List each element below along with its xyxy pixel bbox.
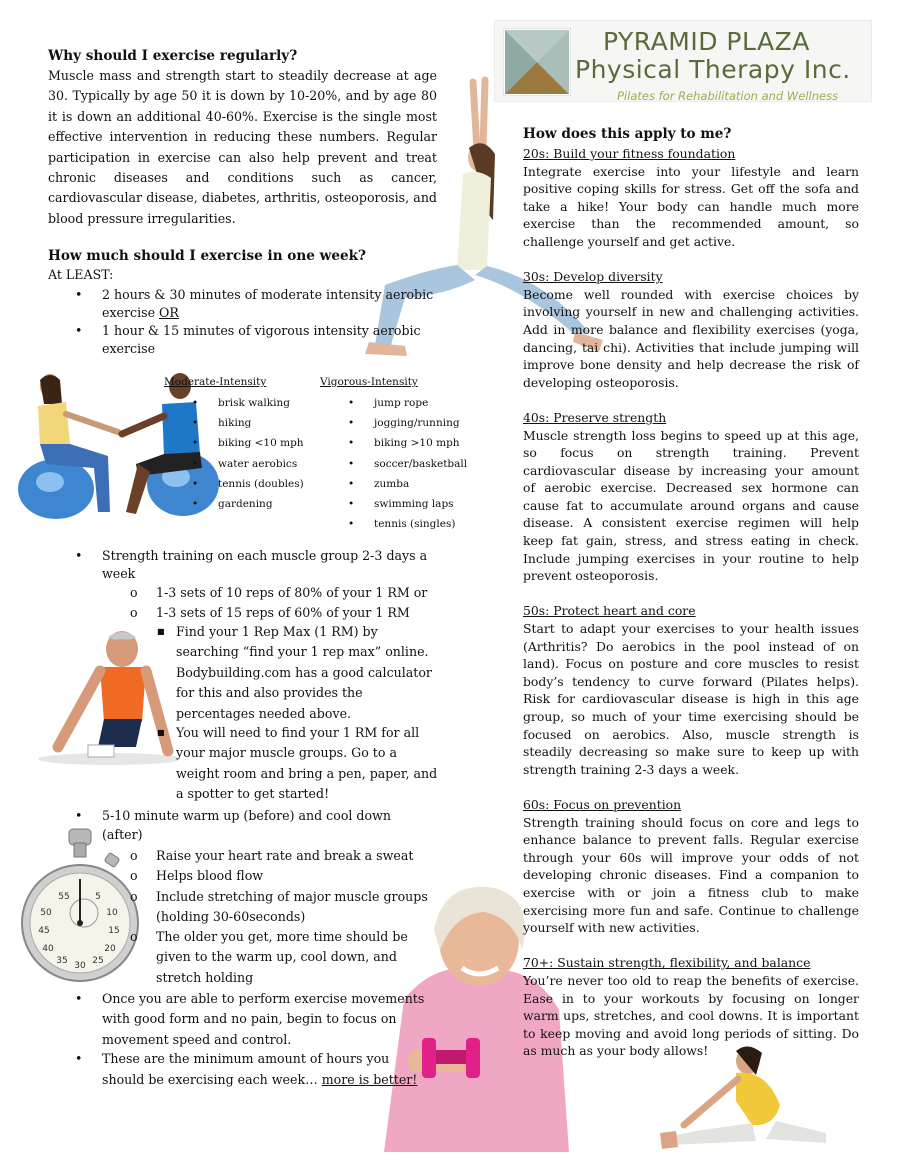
vigorous-header: Vigorous-Intensity bbox=[320, 376, 418, 388]
section-line: so focus on strength training. Prevent bbox=[523, 445, 859, 461]
section-line: Include jumping exercises in your routine to help bbox=[523, 550, 859, 566]
more-is-better: more is better! bbox=[321, 1072, 418, 1087]
warmup-sub-2: Helps blood flow bbox=[156, 868, 264, 883]
bullet-vigorous-l2: exercise bbox=[102, 341, 156, 356]
warmup-sub-3-line: Include stretching of major muscle groups bbox=[156, 889, 428, 904]
or-text: OR bbox=[159, 305, 179, 320]
section-line: prevent osteoporosis. bbox=[523, 568, 659, 584]
circle-bullet: o bbox=[130, 889, 138, 904]
why-line: it is down an additional 40-60%. Exercise is the single most bbox=[48, 108, 437, 124]
section-line: Integrate exercise into your lifestyle and learn bbox=[523, 163, 859, 179]
stopwatch-num-50: 50 bbox=[40, 908, 52, 918]
why-line: blood pressure irregularities. bbox=[48, 210, 236, 226]
section-60s-heading: 60s: Focus on prevention bbox=[523, 796, 682, 812]
circle-bullet: o bbox=[130, 585, 138, 600]
vigorous-item: jogging/running bbox=[374, 417, 460, 430]
warmup-sub-3-line: (holding 30-60seconds) bbox=[156, 909, 306, 925]
section-line: body’s tendency to curve forward (Pilates helps). bbox=[523, 673, 859, 689]
minimum-l2 bbox=[102, 1070, 417, 1090]
section-line: challenge yourself and get active. bbox=[523, 233, 736, 249]
stopwatch-num-55: 55 bbox=[58, 892, 70, 902]
section-line: Strength training should focus on core and legs to bbox=[523, 814, 859, 830]
circle-bullet: o bbox=[130, 605, 138, 620]
form-line: Once you are able to perform exercise movements bbox=[102, 991, 425, 1006]
section-line: exercise with or join a fitness club to make bbox=[523, 884, 859, 900]
rm-line: Find your 1 Rep Max (1 RM) by bbox=[176, 624, 378, 639]
strength-l1: Strength training on each muscle group 2-3 days a bbox=[102, 548, 428, 563]
section-line: cause fat to accumulate around organs and cause bbox=[523, 497, 859, 513]
rm-line: weight room and bring a pen, paper, and bbox=[176, 765, 438, 781]
stopwatch-num-35: 35 bbox=[56, 956, 68, 966]
moderate-item: water aerobics bbox=[218, 457, 298, 470]
stopwatch-num-20: 20 bbox=[104, 944, 116, 954]
vigorous-item: biking >10 mph bbox=[374, 437, 460, 450]
section-line: exercise than the recommended amount, so bbox=[523, 216, 859, 232]
section-line: Become well rounded with exercise choices by bbox=[523, 286, 859, 302]
rm-line: your major muscle groups. Go to a bbox=[176, 745, 397, 761]
rm-line: percentages needed above. bbox=[176, 705, 352, 721]
stopwatch-num-25: 25 bbox=[92, 956, 104, 966]
form-block bbox=[102, 989, 424, 1050]
vigorous-item: swimming laps bbox=[374, 497, 454, 510]
stopwatch-num-30: 30 bbox=[74, 961, 86, 971]
warmup-sub-4-line: The older you get, more time should be bbox=[156, 929, 408, 944]
vigorous-item: tennis (singles) bbox=[374, 518, 456, 531]
why-heading: Why should I exercise regularly? bbox=[48, 48, 298, 64]
rm-line: You will need to find your 1 RM for all bbox=[176, 725, 420, 740]
stretching-woman-photo bbox=[656, 1045, 836, 1155]
section-line: Risk for cardiovascular disease is high in this age bbox=[523, 691, 859, 707]
moderate-header: Moderate-Intensity bbox=[164, 376, 267, 388]
section-line: steadily decreasing so make sure to keep up with bbox=[523, 744, 859, 760]
stopwatch-icon bbox=[20, 827, 140, 985]
bullet-dot: • bbox=[75, 323, 83, 338]
why-line: cardiovascular disease, diabetes, arthritis, osteoporosis, and bbox=[48, 190, 437, 206]
section-line: through your 60s will improve your odds of not bbox=[523, 849, 859, 865]
sets-option-1: 1-3 sets of 10 reps of 80% of your 1 RM or bbox=[156, 585, 428, 600]
logo-line2: Physical Therapy Inc. bbox=[575, 55, 851, 84]
minimum-l2-text: should be exercising each week… bbox=[102, 1072, 322, 1087]
rm-line: a spotter to get started! bbox=[176, 786, 330, 802]
section-line: warm ups, stretches, and cool downs. It is important bbox=[523, 1008, 859, 1024]
bullet-dot: • bbox=[75, 548, 83, 563]
vigorous-item: soccer/basketball bbox=[374, 457, 468, 470]
section-line: involving yourself in new and challenging activities. bbox=[523, 304, 859, 320]
bullet-dot: • bbox=[75, 808, 83, 823]
stopwatch-num-10: 10 bbox=[106, 908, 118, 918]
warmup-l2: (after) bbox=[102, 827, 143, 842]
section-line: focused on aerobics. Also, muscle strength is bbox=[523, 726, 859, 742]
section-line: dancing, tai chi). Activities that include jumping will bbox=[523, 339, 859, 355]
section-line: positive coping skills for stress. Get off the sofa and bbox=[523, 181, 859, 197]
form-line: with good form and no pain, begin to focus on bbox=[102, 1011, 397, 1027]
stopwatch-num-15: 15 bbox=[108, 926, 120, 936]
bullet-moderate-l2-text: exercise bbox=[102, 305, 160, 320]
why-paragraph bbox=[48, 66, 437, 229]
section-70s-heading: 70+: Sustain strength, flexibility, and balance bbox=[523, 955, 811, 971]
section-line: Add in more balance and flexibility exercises (yoga, bbox=[523, 321, 859, 337]
square-bullet: ■ bbox=[157, 627, 165, 636]
circle-bullet: o bbox=[130, 868, 138, 883]
section-line: as much as your body allows! bbox=[523, 1043, 709, 1059]
section-line: Muscle strength loss begins to speed up at this age, bbox=[523, 427, 859, 443]
rm-line: searching “find your 1 rep max” online. bbox=[176, 644, 429, 660]
why-line: effective intervention in reducing these numbers. Regular bbox=[48, 129, 437, 145]
apply-heading: How does this apply to me? bbox=[523, 126, 732, 142]
section-line: You’re never too old to reap the benefits of exercise. bbox=[523, 972, 859, 988]
section-40s-heading: 40s: Preserve strength bbox=[523, 409, 667, 425]
section-line: land). Focus on posture and core muscles to resist bbox=[523, 656, 859, 672]
rm-line: Bodybuilding.com has a good calculator bbox=[176, 664, 432, 680]
bullet-dot: • bbox=[75, 991, 83, 1006]
rm-all-block bbox=[176, 723, 437, 805]
section-line: take a hike! Your body can handle much more bbox=[523, 198, 859, 214]
section-line: improve bone density and help decrease the risk of bbox=[523, 357, 859, 373]
moderate-item: biking <10 mph bbox=[218, 437, 304, 450]
stopwatch-num-40: 40 bbox=[42, 944, 54, 954]
warmup-sub-4-line: stretch holding bbox=[156, 969, 254, 985]
rm-line: for this and also provides the bbox=[176, 685, 363, 701]
section-line: developing osteoporosis. bbox=[523, 374, 679, 390]
section-line: strength training 2-3 days a week. bbox=[523, 761, 740, 777]
why-line: Muscle mass and strength start to steadily decrease at age bbox=[48, 68, 437, 83]
bullet-dot: • bbox=[75, 287, 83, 302]
section-line: yourself with new activities. bbox=[523, 920, 700, 936]
warmup-sub-1: Raise your heart rate and break a sweat bbox=[156, 848, 414, 863]
section-line: Ease in to your workouts by focusing on longer bbox=[523, 990, 859, 1006]
section-20s-heading: 20s: Build your fitness foundation bbox=[523, 146, 736, 161]
section-line: to keep moving and avoid long periods of sitting. Do bbox=[523, 1025, 859, 1041]
section-line: exercising more fun and safe. Continue to challenge bbox=[523, 902, 859, 918]
section-line: keep fat gain, stress, and stress eating in check. bbox=[523, 533, 859, 549]
apply-sections bbox=[523, 145, 859, 1060]
square-bullet: ■ bbox=[157, 728, 165, 737]
section-line: developing chronic diseases. Find a companion to bbox=[523, 867, 859, 883]
section-line: Start to adapt your exercises to your health issues bbox=[523, 621, 859, 637]
why-line: participation in exercise can also help prevent and treat bbox=[48, 149, 437, 165]
at-least-label: At LEAST: bbox=[48, 267, 114, 282]
warmup-l1: 5-10 minute warm up (before) and cool down bbox=[102, 808, 391, 823]
section-line: (Arthritis? Do aerobics in the pool instead of on bbox=[523, 638, 859, 654]
vigorous-item: jump rope bbox=[374, 397, 429, 409]
warmup-sub-4-line: given to the warm up, cool down, and bbox=[156, 949, 397, 965]
strength-l2: week bbox=[102, 566, 136, 581]
bullet-dot: • bbox=[75, 1051, 83, 1066]
why-line: chronic diseases and conditions such as cancer, bbox=[48, 170, 437, 186]
moderate-item: hiking bbox=[218, 417, 252, 430]
bullet-vigorous-l1: 1 hour & 15 minutes of vigorous intensity aerobic bbox=[102, 323, 421, 338]
circle-bullet: o bbox=[130, 929, 138, 944]
section-line: cardiovascular disease by increasing your amount bbox=[523, 462, 859, 478]
minimum-l1: These are the minimum amount of hours you bbox=[102, 1051, 390, 1066]
moderate-item: gardening bbox=[218, 497, 273, 510]
section-line: of aerobic exercise. Decreased sex hormone can bbox=[523, 480, 859, 496]
warmup-sub-4 bbox=[156, 927, 408, 988]
howmuch-heading: How much should I exercise in one week? bbox=[48, 248, 367, 264]
vigorous-item: zumba bbox=[374, 477, 410, 490]
stopwatch-num-5: 5 bbox=[95, 892, 101, 902]
section-line: group, so much of your time exercising should be bbox=[523, 709, 859, 724]
circle-bullet: o bbox=[130, 848, 138, 863]
section-30s-heading: 30s: Develop diversity bbox=[523, 269, 663, 285]
moderate-item: brisk walking bbox=[218, 397, 290, 409]
bullet-moderate-l1: 2 hours & 30 minutes of moderate intensity aerobic bbox=[102, 287, 434, 302]
why-line: 30. Typically by age 50 it is down by 10-20%, and by age 80 bbox=[48, 88, 437, 104]
stopwatch-num-45: 45 bbox=[38, 926, 50, 936]
pushup-man-photo bbox=[18, 627, 178, 767]
logo-line1: PYRAMID PLAZA bbox=[603, 27, 810, 56]
section-line: enhance balance to prevent falls. Regular exercise bbox=[523, 832, 859, 848]
moderate-item: tennis (doubles) bbox=[218, 477, 304, 490]
section-line: disease. A consistent exercise regimen will help bbox=[523, 515, 859, 531]
logo-tagline: Pilates for Rehabilitation and Wellness bbox=[617, 89, 839, 103]
warmup-sub-3 bbox=[156, 887, 428, 928]
section-50s-heading: 50s: Protect heart and core bbox=[523, 603, 696, 619]
form-line: movement speed and control. bbox=[102, 1031, 292, 1047]
rm-find-block bbox=[176, 622, 432, 724]
sets-option-2: 1-3 sets of 15 reps of 60% of your 1 RM bbox=[156, 605, 410, 620]
